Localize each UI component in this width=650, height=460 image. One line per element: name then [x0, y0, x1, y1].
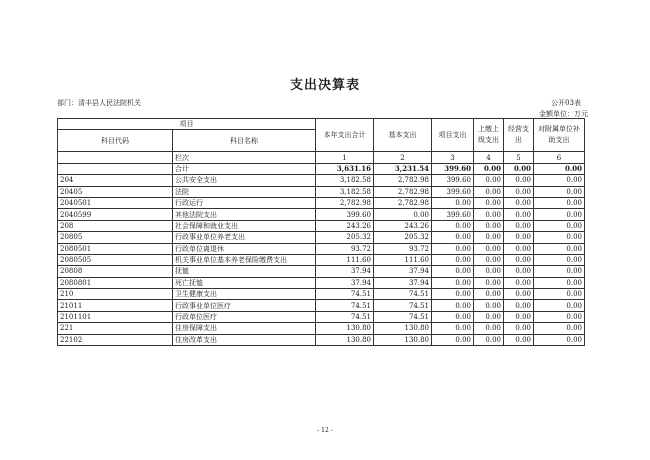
amount-cell: 0.00	[474, 232, 504, 243]
subject-code: 2080505	[58, 254, 173, 265]
amount-cell: 0.00	[504, 175, 534, 186]
lanci-1: 1	[316, 152, 374, 163]
table-row	[58, 243, 585, 254]
amount-cell: 0.00	[432, 311, 474, 322]
header-item: 项目	[58, 119, 316, 130]
subject-code: 2080801	[58, 277, 173, 288]
amount-cell: 74.51	[316, 289, 374, 300]
amount-cell: 130.80	[316, 323, 374, 334]
header-row-item	[58, 119, 585, 130]
subject-name: 住房保障支出	[173, 323, 316, 334]
amount-cell: 0.00	[534, 300, 585, 311]
total-value: 0.00	[534, 163, 585, 174]
amount-cell: 130.80	[374, 323, 432, 334]
amount-cell: 2,782.98	[374, 186, 432, 197]
amount-cell: 74.51	[316, 300, 374, 311]
table-row	[58, 311, 585, 322]
amount-cell: 0.00	[504, 289, 534, 300]
subject-code: 208	[58, 220, 173, 231]
amount-cell: 0.00	[504, 209, 534, 220]
amount-cell: 0.00	[534, 220, 585, 231]
amount-cell: 37.94	[316, 266, 374, 277]
subject-name: 其他法院支出	[173, 209, 316, 220]
amount-cell: 0.00	[432, 334, 474, 345]
amount-cell: 0.00	[474, 197, 504, 208]
subject-name: 行政事业单位医疗	[173, 300, 316, 311]
amount-cell: 0.00	[534, 289, 585, 300]
total-value: 3,631.16	[316, 163, 374, 174]
page-number: - 12 -	[317, 427, 333, 434]
subject-name: 行政运行	[173, 197, 316, 208]
amount-cell: 0.00	[504, 186, 534, 197]
total-code-cell	[58, 163, 173, 174]
subject-name: 住房改革支出	[173, 334, 316, 345]
form-code: 公开03表	[551, 99, 581, 107]
amount-cell: 399.60	[432, 175, 474, 186]
lanci-6: 6	[534, 152, 585, 163]
amount-cell: 0.00	[534, 209, 585, 220]
amount-cell: 37.94	[316, 277, 374, 288]
subject-code: 204	[58, 175, 173, 186]
table-row	[58, 289, 585, 300]
department-label: 部门：清丰县人民法院机关	[57, 99, 141, 107]
amount-cell: 111.60	[316, 254, 374, 265]
subject-code: 221	[58, 323, 173, 334]
subject-code: 21011	[58, 300, 173, 311]
amount-cell: 0.00	[432, 289, 474, 300]
amount-cell: 37.94	[374, 266, 432, 277]
amount-cell: 205.32	[374, 232, 432, 243]
amount-cell: 0.00	[432, 254, 474, 265]
lanci-5: 5	[504, 152, 534, 163]
total-value: 399.60	[432, 163, 474, 174]
amount-cell: 0.00	[534, 243, 585, 254]
total-value: 3,231.54	[374, 163, 432, 174]
amount-cell: 243.26	[374, 220, 432, 231]
amount-cell: 74.51	[374, 311, 432, 322]
amount-cell: 0.00	[534, 311, 585, 322]
amount-cell: 111.60	[374, 254, 432, 265]
amount-cell: 0.00	[474, 277, 504, 288]
table-row	[58, 220, 585, 231]
amount-cell: 93.72	[374, 243, 432, 254]
amount-cell: 0.00	[534, 277, 585, 288]
expenditure-table	[57, 118, 585, 346]
amount-cell: 2,782.98	[316, 197, 374, 208]
subject-code: 2040501	[58, 197, 173, 208]
amount-cell: 2,782.98	[374, 197, 432, 208]
table-row	[58, 186, 585, 197]
amount-cell: 399.60	[316, 209, 374, 220]
amount-cell: 0.00	[534, 175, 585, 186]
header-col6: 对附属单位补助支出	[534, 119, 585, 152]
header-col5: 经营支出	[504, 119, 534, 152]
lanci-3: 3	[432, 152, 474, 163]
amount-cell: 0.00	[474, 323, 504, 334]
amount-cell: 0.00	[432, 266, 474, 277]
lanci-2: 2	[374, 152, 432, 163]
amount-cell: 0.00	[504, 197, 534, 208]
amount-cell: 0.00	[432, 197, 474, 208]
subject-name: 法院	[173, 186, 316, 197]
amount-cell: 0.00	[474, 300, 504, 311]
amount-cell: 0.00	[474, 334, 504, 345]
header-col4: 上缴上级支出	[474, 119, 504, 152]
header-col1: 本年支出合计	[316, 119, 374, 152]
page-title: 支出决算表	[289, 78, 360, 93]
amount-cell: 0.00	[504, 334, 534, 345]
amount-cell: 0.00	[474, 266, 504, 277]
amount-cell: 74.51	[316, 311, 374, 322]
amount-cell: 0.00	[474, 220, 504, 231]
lanci-label: 栏次	[173, 152, 316, 163]
amount-cell: 0.00	[432, 232, 474, 243]
amount-cell: 0.00	[432, 323, 474, 334]
table-row	[58, 254, 585, 265]
lanci-code-cell	[58, 152, 173, 163]
amount-cell: 0.00	[504, 311, 534, 322]
subject-name: 死亡抚恤	[173, 277, 316, 288]
lanci-4: 4	[474, 152, 504, 163]
table-row	[58, 175, 585, 186]
amount-cell: 0.00	[534, 254, 585, 265]
amount-cell: 205.32	[316, 232, 374, 243]
subject-code: 2040599	[58, 209, 173, 220]
amount-cell: 0.00	[504, 243, 534, 254]
amount-cell: 0.00	[474, 175, 504, 186]
amount-cell: 0.00	[504, 323, 534, 334]
amount-cell: 0.00	[504, 277, 534, 288]
amount-cell: 0.00	[504, 254, 534, 265]
subject-code: 20405	[58, 186, 173, 197]
subject-name: 抚恤	[173, 266, 316, 277]
subject-name: 公共安全支出	[173, 175, 316, 186]
amount-cell: 93.72	[316, 243, 374, 254]
amount-cell: 0.00	[534, 186, 585, 197]
amount-cell: 74.51	[374, 289, 432, 300]
table-row	[58, 277, 585, 288]
amount-cell: 0.00	[534, 197, 585, 208]
amount-cell: 3,182.58	[316, 175, 374, 186]
amount-cell: 0.00	[432, 277, 474, 288]
amount-cell: 0.00	[534, 232, 585, 243]
amount-cell: 0.00	[474, 254, 504, 265]
amount-cell: 2,782.98	[374, 175, 432, 186]
subject-code: 20808	[58, 266, 173, 277]
amount-cell: 0.00	[474, 209, 504, 220]
table-row	[58, 232, 585, 243]
amount-cell: 0.00	[504, 232, 534, 243]
subject-name: 行政事业单位养老支出	[173, 232, 316, 243]
table-row	[58, 209, 585, 220]
total-value: 0.00	[474, 163, 504, 174]
subject-name: 社会保障和就业支出	[173, 220, 316, 231]
amount-cell: 0.00	[432, 220, 474, 231]
header-col3: 项目支出	[432, 119, 474, 152]
amount-cell: 0.00	[504, 300, 534, 311]
subject-code: 210	[58, 289, 173, 300]
subject-name: 行政单位医疗	[173, 311, 316, 322]
total-row	[58, 163, 585, 174]
subject-code: 2101101	[58, 311, 173, 322]
amount-cell: 74.51	[374, 300, 432, 311]
amount-cell: 0.00	[374, 209, 432, 220]
amount-cell: 0.00	[432, 300, 474, 311]
total-value: 0.00	[504, 163, 534, 174]
amount-cell: 399.60	[432, 186, 474, 197]
header-col2: 基本支出	[374, 119, 432, 152]
header-code: 科目代码	[58, 130, 173, 152]
total-label: 合计	[173, 163, 316, 174]
subject-name: 机关事业单位基本养老保险缴费支出	[173, 254, 316, 265]
amount-cell: 37.94	[374, 277, 432, 288]
table-row	[58, 334, 585, 345]
amount-cell: 130.80	[316, 334, 374, 345]
amount-cell: 0.00	[474, 243, 504, 254]
amount-cell: 0.00	[474, 289, 504, 300]
amount-unit: 金额单位：万元	[539, 110, 588, 118]
amount-cell: 0.00	[504, 266, 534, 277]
amount-cell: 399.60	[432, 209, 474, 220]
amount-cell: 0.00	[504, 220, 534, 231]
amount-cell: 243.26	[316, 220, 374, 231]
amount-cell: 0.00	[534, 334, 585, 345]
subject-name: 行政单位离退休	[173, 243, 316, 254]
amount-cell: 3,182.58	[316, 186, 374, 197]
subject-name: 卫生健康支出	[173, 289, 316, 300]
table-row	[58, 197, 585, 208]
header-name: 科目名称	[173, 130, 316, 152]
amount-cell: 0.00	[474, 311, 504, 322]
table-row	[58, 266, 585, 277]
subject-code: 2080501	[58, 243, 173, 254]
subject-code: 20805	[58, 232, 173, 243]
lanci-row	[58, 152, 585, 163]
table-row	[58, 300, 585, 311]
amount-cell: 0.00	[534, 266, 585, 277]
table-row	[58, 323, 585, 334]
amount-cell: 0.00	[534, 323, 585, 334]
amount-cell: 130.80	[374, 334, 432, 345]
subject-code: 22102	[58, 334, 173, 345]
amount-cell: 0.00	[432, 243, 474, 254]
amount-cell: 0.00	[474, 186, 504, 197]
